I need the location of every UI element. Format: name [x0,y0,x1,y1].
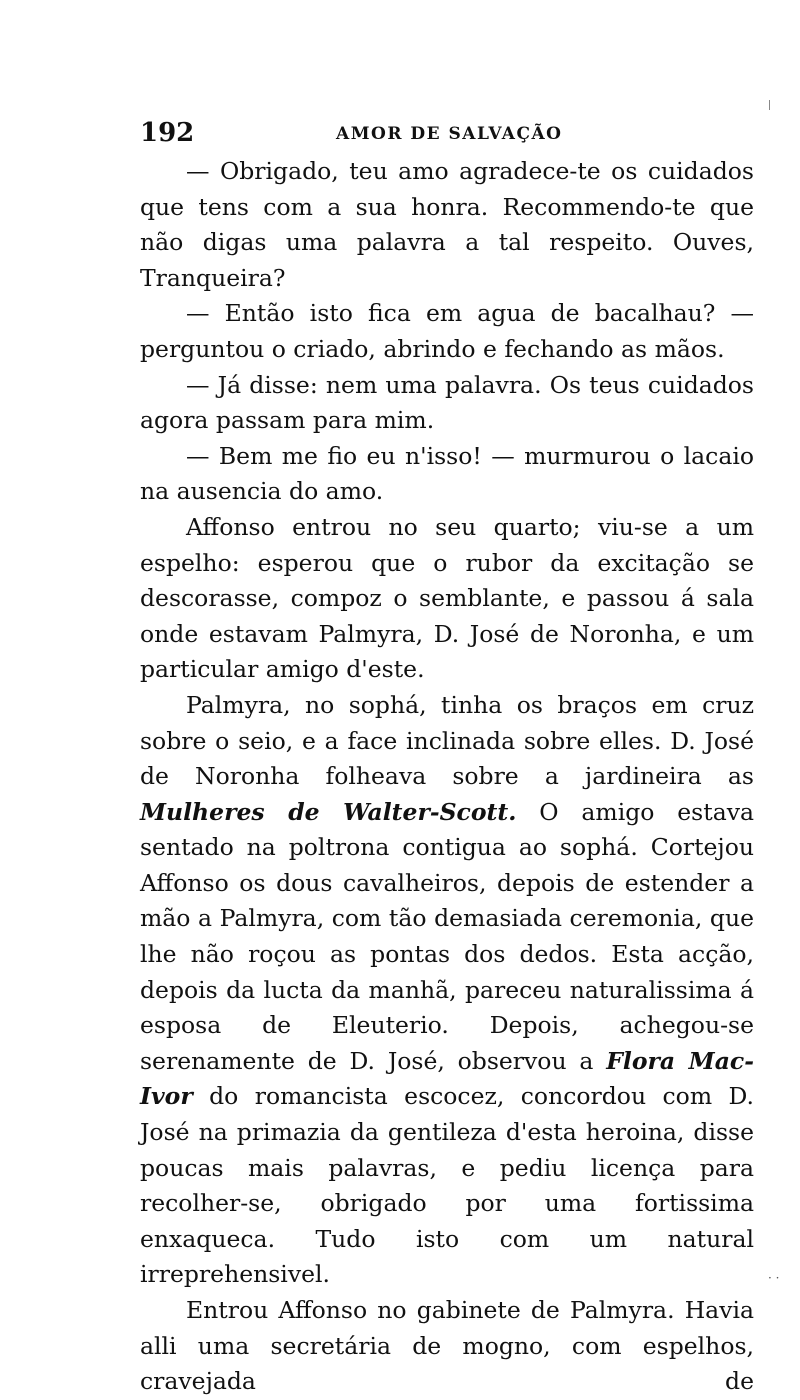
body-text [140,154,754,1400]
book-title-italic: Flora Mac-Ivor [140,1046,754,1111]
running-title: AMOR DE SALVAÇÃO [336,124,563,144]
paragraph-3 [140,368,754,439]
paragraph-1 [140,154,754,296]
paragraph-text: — Então isto fica em agua de bacalhau? — perguntou o criado, abrindo e fechando as mãos. [140,299,754,363]
page-header [140,116,754,150]
paragraph-text: — Bem me fio eu n'isso! — murmurou o lacaio na ausencia do amo. [140,441,754,506]
paragraph-5 [140,510,754,688]
paragraph-text: — Obrigado, teu amo agradece-te os cuidados que tens com a sua honra. Recommendo-te que não digas uma palavra a tal respeito. Ouves, Tranqueira? [140,157,754,292]
paragraph-2 [140,296,754,367]
paragraph-7 [140,1293,754,1400]
paragraph-text: — Já disse: nem uma palavra. Os teus cuidados agora passam para mim. [140,370,754,435]
paragraph-text: Entrou Affonso no gabinete de Palmyra. Havia alli uma secretária de mogno, com espelhos, cravejada de [140,1296,754,1396]
page-specks-bottom: · · [768,1271,780,1285]
paragraph-text: Palmyra, no sophá, tinha os braços em cruz sobre o seio, e a face inclinada sobre elles. D. José de Noronha folheava sobre a jardineira as [140,690,754,791]
paragraph-4 [140,439,754,510]
paragraph-text: do romancista escocez, concordou com D. José na primazia da gentileza d'esta heroina, disse poucas mais palavras, e pediu licença para recolher-se, obrigado por uma fortissima enxaqueca. Tudo isto com um natural irreprehensivel. [140,1082,754,1289]
paragraph-6 [140,688,754,1293]
book-title-italic: Mulheres de Walter-Scott. [140,797,517,826]
paragraph-text: O amigo estava sentado na poltrona contigua ao sophá. Cortejou Affonso os dous cavalheiros, depois de estender a mão a Palmyra, com tão demasiada ceremonia, que lhe não roçou as pontas dos dedos. Esta acção, depois da lucta da manhã, pareceu naturalissima á esposa de Eleuterio. Depois, achegou-se serenamente de D. José, observou a [140,797,754,1075]
paragraph-text: Affonso entrou no seu quarto; viu-se a um espelho: esperou que o rubor da excitação se descorasse, compoz o semblante, e passou á sala onde estavam Palmyra, D. José de Noronha, e um particular amigo d'este. [140,512,754,684]
page-number: 192 [140,118,195,148]
page-speck [769,100,770,110]
